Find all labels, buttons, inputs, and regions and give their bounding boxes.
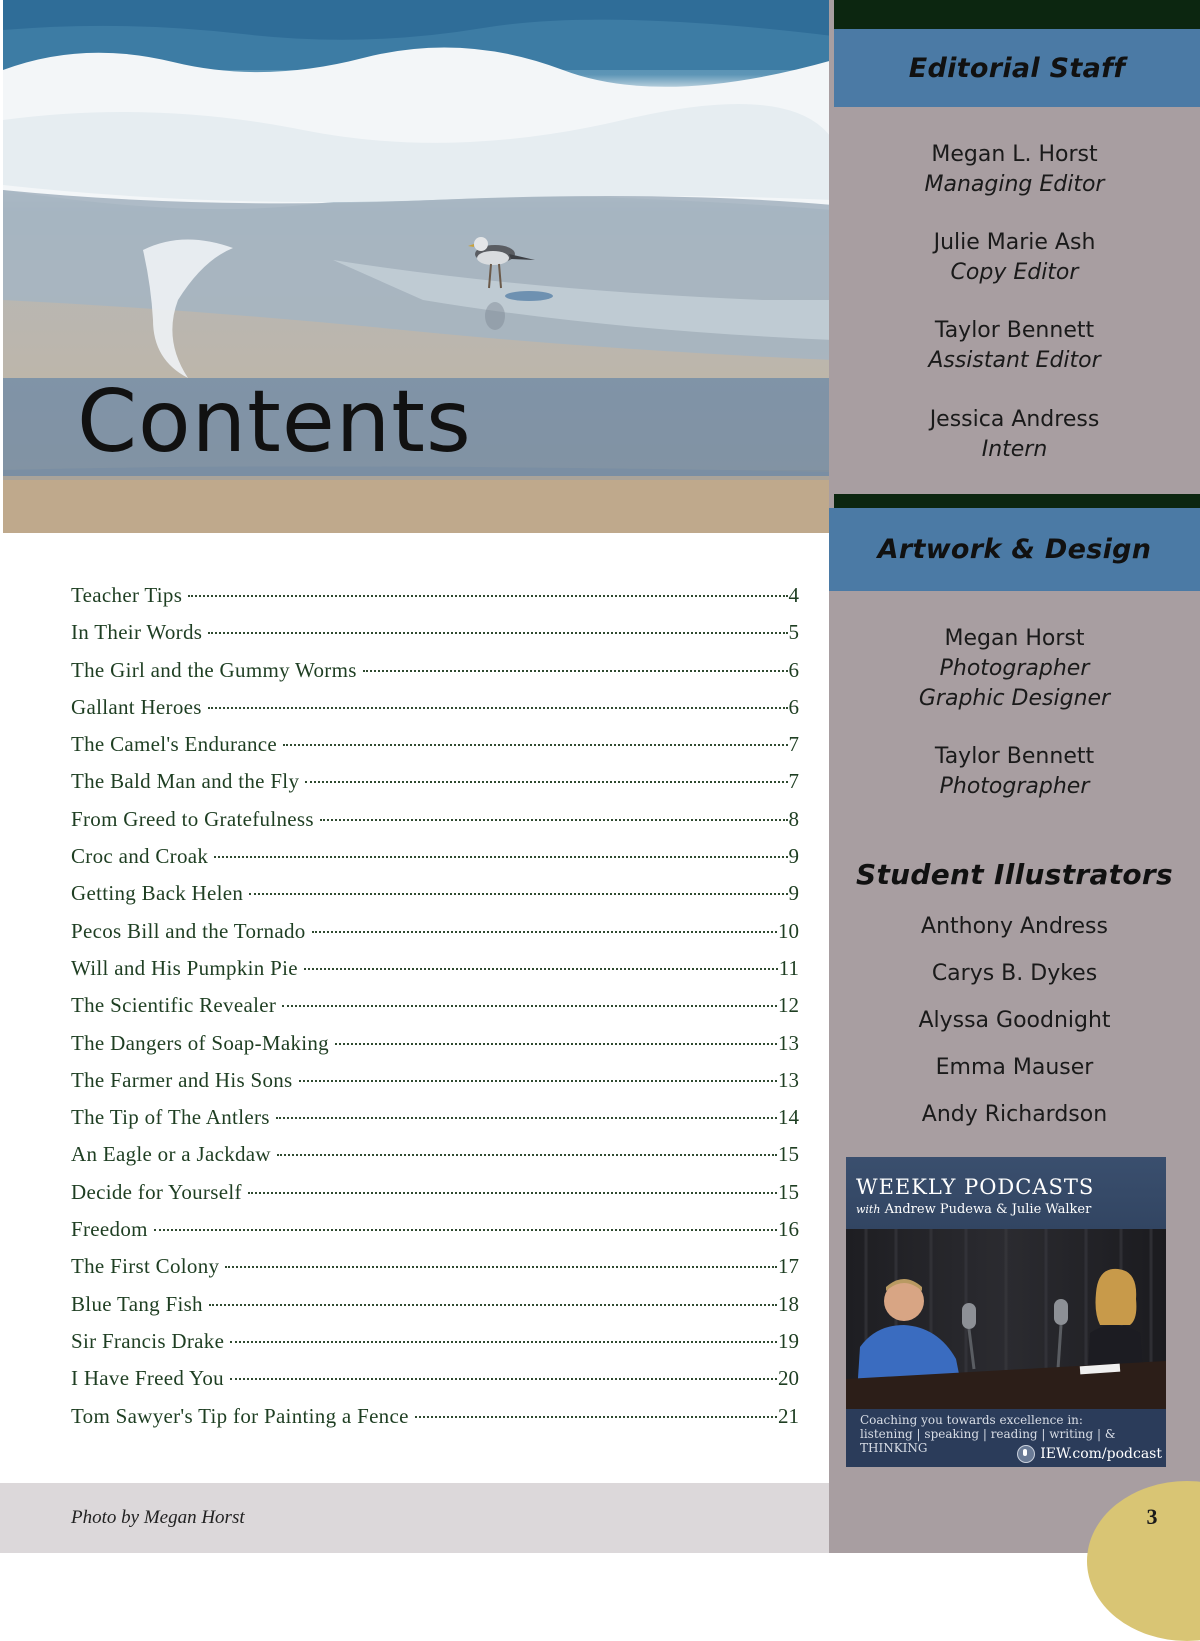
podcast-icon <box>1017 1445 1035 1463</box>
toc-entry-page: 13 <box>778 1067 799 1092</box>
photo-credit: Photo by Megan Horst <box>71 1507 245 1528</box>
toc-leader-dots <box>208 632 787 634</box>
toc-entry-title: From Greed to Gratefulness <box>71 806 314 831</box>
staff-role: Graphic Designer <box>918 686 1111 711</box>
ad-tagline-line1: Coaching you towards excellence in: <box>860 1413 1083 1427</box>
toc-entry[interactable] <box>71 1404 799 1441</box>
toc-entry-page: 12 <box>778 993 799 1018</box>
editorial-staff-header <box>834 29 1200 107</box>
podcast-ad[interactable] <box>846 1157 1166 1467</box>
toc-entry-page: 13 <box>778 1030 799 1055</box>
toc-entry-page: 7 <box>788 732 799 757</box>
toc-entry-page: 15 <box>778 1142 799 1167</box>
staff-entry <box>829 228 1200 288</box>
ad-tagline-line2: listening | speaking | reading | writing | & THINKING <box>860 1427 1116 1455</box>
toc-entry[interactable] <box>71 1142 799 1179</box>
toc-entry[interactable] <box>71 1068 799 1105</box>
toc-entry-title: Freedom <box>71 1217 148 1242</box>
toc-entry-page: 14 <box>778 1105 799 1130</box>
page-number: 3 <box>1146 1504 1158 1529</box>
toc-entry[interactable] <box>71 807 799 844</box>
toc-entry-title: Pecos Bill and the Tornado <box>71 918 306 943</box>
illustrator-list <box>829 908 1200 1143</box>
toc-entry-title: Will and His Pumpkin Pie <box>71 955 298 980</box>
toc-entry[interactable] <box>71 769 799 806</box>
staff-entry <box>829 624 1200 714</box>
hero-photo <box>3 0 833 533</box>
ad-hosts <box>856 1202 1091 1217</box>
toc-leader-dots <box>249 893 787 895</box>
toc-entry-title: Decide for Yourself <box>71 1179 242 1204</box>
toc-leader-dots <box>208 707 788 709</box>
toc-leader-dots <box>299 1080 777 1082</box>
staff-name: Taylor Bennett <box>934 744 1095 769</box>
staff-name: Taylor Bennett <box>934 318 1095 343</box>
toc-entry-title: Getting Back Helen <box>71 881 244 906</box>
illustrator-name: Emma Mauser <box>935 1055 1094 1080</box>
toc-entry-page: 21 <box>778 1403 799 1428</box>
toc-entry-title: Blue Tang Fish <box>71 1291 203 1316</box>
toc-entry-title: The Farmer and His Sons <box>71 1067 293 1092</box>
toc-leader-dots <box>312 931 777 933</box>
toc-entry[interactable] <box>71 695 799 732</box>
toc-entry-page: 9 <box>788 881 799 906</box>
toc-leader-dots <box>225 1266 777 1268</box>
toc-entry-page: 17 <box>778 1254 799 1279</box>
staff-name: Jessica Andress <box>929 407 1100 432</box>
staff-entry <box>829 140 1200 200</box>
toc-entry-title: Tom Sawyer's Tip for Painting a Fence <box>71 1403 409 1428</box>
toc-entry-page: 8 <box>788 806 799 831</box>
staff-role: Intern <box>981 437 1048 462</box>
toc-leader-dots <box>214 856 787 858</box>
toc-entry-page: 16 <box>778 1217 799 1242</box>
toc-entry[interactable] <box>71 1031 799 1068</box>
student-illustrators-heading: Student Illustrators <box>856 858 1173 891</box>
staff-name: Megan Horst <box>944 626 1085 651</box>
toc-entry-page: 4 <box>788 583 799 607</box>
staff-entry <box>829 405 1200 465</box>
toc-leader-dots <box>363 670 788 672</box>
toc-entry-title: Croc and Croak <box>71 844 209 869</box>
staff-entry <box>829 742 1200 802</box>
table-of-contents <box>71 583 799 1441</box>
toc-entry-title: An Eagle or a Jackdaw <box>71 1142 271 1167</box>
ad-url[interactable] <box>1017 1445 1162 1463</box>
toc-entry-title: The Bald Man and the Fly <box>71 769 300 794</box>
podcast-hosts-photo <box>846 1229 1166 1409</box>
toc-entry[interactable] <box>71 583 799 620</box>
toc-entry[interactable] <box>71 919 799 956</box>
toc-entry-title: The Scientific Revealer <box>71 993 277 1018</box>
toc-entry-title: I Have Freed You <box>71 1366 224 1391</box>
toc-leader-dots <box>209 1304 777 1306</box>
toc-leader-dots <box>283 744 787 746</box>
toc-leader-dots <box>282 1005 777 1007</box>
toc-entry-title: The Dangers of Soap-Making <box>71 1030 329 1055</box>
toc-entry[interactable] <box>71 1329 799 1366</box>
toc-entry-title: Gallant Heroes <box>71 694 202 719</box>
toc-leader-dots <box>320 819 788 821</box>
toc-entry[interactable] <box>71 956 799 993</box>
staff-role: Assistant Editor <box>928 348 1101 373</box>
toc-leader-dots <box>188 595 787 597</box>
toc-entry-page: 6 <box>788 694 799 719</box>
toc-entry-title: Sir Francis Drake <box>71 1328 225 1353</box>
toc-entry[interactable] <box>71 1366 799 1403</box>
toc-entry[interactable] <box>71 844 799 881</box>
page-title: Contents <box>77 372 472 472</box>
toc-entry[interactable] <box>71 620 799 657</box>
illustrator-name: Anthony Andress <box>921 914 1108 939</box>
toc-entry-page: 5 <box>788 620 799 645</box>
staff-role: Photographer <box>939 656 1090 681</box>
toc-entry-page: 11 <box>778 955 799 980</box>
toc-entry[interactable] <box>71 1292 799 1329</box>
toc-leader-dots <box>154 1229 777 1231</box>
toc-entry-page: 7 <box>788 769 799 794</box>
toc-entry[interactable] <box>71 658 799 695</box>
toc-entry-page: 20 <box>778 1366 799 1391</box>
toc-entry-page: 9 <box>788 844 799 869</box>
toc-leader-dots <box>230 1341 777 1343</box>
toc-entry[interactable] <box>71 1180 799 1217</box>
staff-role: Managing Editor <box>924 172 1105 197</box>
staff-name: Megan L. Horst <box>931 142 1098 167</box>
toc-entry[interactable] <box>71 1217 799 1254</box>
staff-role: Copy Editor <box>950 260 1079 285</box>
ad-host-names: Andrew Pudewa & Julie Walker <box>884 1202 1092 1217</box>
toc-entry-title: The Camel's Endurance <box>71 732 278 757</box>
staff-name: Julie Marie Ash <box>933 230 1096 255</box>
toc-leader-dots <box>415 1416 777 1418</box>
student-illustrators-header <box>829 858 1200 891</box>
staff-entry <box>829 316 1200 376</box>
toc-entry-title: The First Colony <box>71 1254 220 1279</box>
toc-leader-dots <box>335 1043 777 1045</box>
toc-entry-page: 18 <box>778 1291 799 1316</box>
ad-header <box>846 1157 1166 1229</box>
toc-entry[interactable] <box>71 1254 799 1291</box>
toc-entry-title: In Their Words <box>71 620 203 645</box>
artwork-design-header <box>829 508 1200 591</box>
divider-bar <box>834 0 1200 29</box>
toc-entry[interactable] <box>71 1105 799 1142</box>
toc-entry-page: 15 <box>778 1179 799 1204</box>
toc-entry-title: Teacher Tips <box>71 583 183 607</box>
staff-role: Photographer <box>939 774 1090 799</box>
toc-leader-dots <box>305 781 787 783</box>
toc-leader-dots <box>276 1117 777 1119</box>
toc-entry-page: 19 <box>778 1328 799 1353</box>
toc-leader-dots <box>277 1154 777 1156</box>
ad-title: WEEKLY PODCASTS <box>856 1175 1095 1199</box>
toc-leader-dots <box>248 1192 777 1194</box>
editorial-staff-heading: Editorial Staff <box>908 52 1126 84</box>
artwork-design-heading: Artwork & Design <box>877 534 1152 565</box>
toc-entry[interactable] <box>71 881 799 918</box>
divider-bar <box>834 494 1200 508</box>
toc-entry-title: The Girl and the Gummy Worms <box>71 657 357 682</box>
ad-url-text[interactable]: IEW.com/podcast <box>1040 1446 1162 1462</box>
toc-entry-title: The Tip of The Antlers <box>71 1105 270 1130</box>
illustrator-name: Andy Richardson <box>921 1102 1108 1127</box>
illustrator-name: Alyssa Goodnight <box>918 1008 1111 1033</box>
toc-entry[interactable] <box>71 732 799 769</box>
toc-leader-dots <box>304 968 778 970</box>
toc-entry[interactable] <box>71 993 799 1030</box>
toc-entry-page: 10 <box>778 918 799 943</box>
illustrator-name: Carys B. Dykes <box>931 961 1098 986</box>
ad-with: with <box>856 1203 881 1216</box>
toc-leader-dots <box>230 1378 777 1380</box>
ad-footer <box>846 1409 1166 1467</box>
toc-entry-page: 6 <box>788 657 799 682</box>
